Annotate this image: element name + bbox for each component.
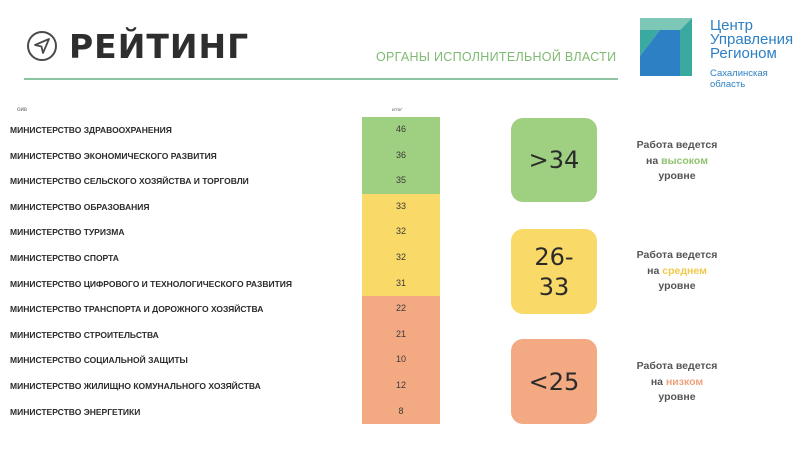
page-title: РЕЙТИНГ xyxy=(69,27,250,66)
table-row xyxy=(0,271,450,297)
table-row xyxy=(0,322,450,348)
logo-line-2: Управления xyxy=(710,31,794,48)
ministry-name: МИНИСТЕРСТВО ЭНЕРГЕТИКИ xyxy=(10,406,141,417)
total-score-cell: 21 xyxy=(362,322,440,348)
total-score-cell: 22 xyxy=(362,296,440,322)
note-high-prefix: на xyxy=(646,154,659,167)
total-score-cell: 12 xyxy=(362,373,440,399)
column-header-total: итог xyxy=(392,108,403,113)
total-score-cell: 32 xyxy=(362,245,440,271)
total-score-cell: 35 xyxy=(362,168,440,194)
table-row xyxy=(0,399,450,425)
badge-high: >34 xyxy=(511,118,597,202)
table-row xyxy=(0,168,450,194)
ministry-name: МИНИСТЕРСТВО ЭКОНОМИЧЕСКОГО РАЗВИТИЯ xyxy=(10,150,217,161)
table-row xyxy=(0,143,450,169)
total-score-cell: 31 xyxy=(362,271,440,297)
note-mid-word: среднем xyxy=(662,264,707,277)
note-mid-line2 xyxy=(628,264,726,280)
table-row xyxy=(0,194,450,220)
column-header-name: ОИВ xyxy=(17,108,27,113)
note-low-prefix: на xyxy=(650,375,664,388)
note-high xyxy=(628,138,726,185)
table-row xyxy=(0,219,450,245)
note-high-line2 xyxy=(628,154,726,170)
note-low-word: низком xyxy=(665,375,704,388)
total-score-cell: 46 xyxy=(362,117,440,143)
ministry-name: МИНИСТЕРСТВО ТУРИЗМА xyxy=(10,227,125,238)
badge-mid xyxy=(511,229,597,314)
table-row xyxy=(0,373,450,399)
badge-mid-bottom: 33 xyxy=(538,272,570,301)
table-row xyxy=(0,347,450,373)
ministry-name: МИНИСТЕРСТВО СТРОИТЕЛЬСТВА xyxy=(10,329,159,340)
total-score-cell: 33 xyxy=(362,194,440,220)
total-score-cell: 10 xyxy=(362,347,440,373)
note-high-line3: уровне xyxy=(658,170,696,182)
header-divider xyxy=(24,78,618,80)
ministry-name: МИНИСТЕРСТВО ЖИЛИЩНО КОМУНАЛЬНОГО ХОЗЯЙСТВА xyxy=(10,381,261,391)
note-low-line2 xyxy=(628,375,726,391)
note-mid-line1: Работа ведется xyxy=(636,249,718,261)
table-row xyxy=(0,296,450,322)
ministry-name: МИНИСТЕРСТВО ЦИФРОВОГО И ТЕХНОЛОГИЧЕСКОГО РАЗВИТИЯ xyxy=(10,278,293,289)
note-mid xyxy=(628,248,726,295)
note-low xyxy=(628,359,726,406)
page-subtitle: ОРГАНЫ ИСПОЛНИТЕЛЬНОЙ ВЛАСТИ xyxy=(376,50,617,64)
badge-low: <25 xyxy=(511,339,597,424)
note-low-line1: Работа ведется xyxy=(636,360,718,372)
logo-icon xyxy=(636,16,694,78)
ministry-name: МИНИСТЕРСТВО СПОРТА xyxy=(10,253,119,263)
logo-line-1: Центр xyxy=(710,17,753,34)
note-high-word: высоком xyxy=(661,154,708,167)
total-score-cell: 32 xyxy=(362,219,440,245)
logo-region: Сахалинская область xyxy=(710,68,768,90)
table-row xyxy=(0,117,450,143)
note-high-line1: Работа ведется xyxy=(636,139,718,151)
note-mid-line3: уровне xyxy=(658,280,696,292)
logo-line-3: Регионом xyxy=(710,45,777,62)
ministry-name: МИНИСТЕРСТВО СОЦИАЛЬНОЙ ЗАЩИТЫ xyxy=(10,355,188,366)
note-low-line3: уровне xyxy=(658,391,696,403)
total-score-cell: 8 xyxy=(362,399,440,425)
ministry-name: МИНИСТЕРСТВО ЗДРАВООХРАНЕНИЯ xyxy=(10,125,172,135)
table-row xyxy=(0,245,450,271)
navigation-arrow-icon xyxy=(26,30,58,62)
badge-mid-top: 26- xyxy=(534,242,574,271)
logo-title xyxy=(710,19,793,61)
ministry-name: МИНИСТЕРСТВО СЕЛЬСКОГО ХОЗЯЙСТВА И ТОРГОВЛИ xyxy=(10,176,249,187)
total-score-cell: 36 xyxy=(362,143,440,169)
note-mid-prefix: на xyxy=(647,264,660,277)
ministry-name: МИНИСТЕРСТВО ОБРАЗОВАНИЯ xyxy=(10,201,150,212)
ministry-name: МИНИСТЕРСТВО ТРАНСПОРТА И ДОРОЖНОГО ХОЗЯЙСТВА xyxy=(10,304,264,315)
